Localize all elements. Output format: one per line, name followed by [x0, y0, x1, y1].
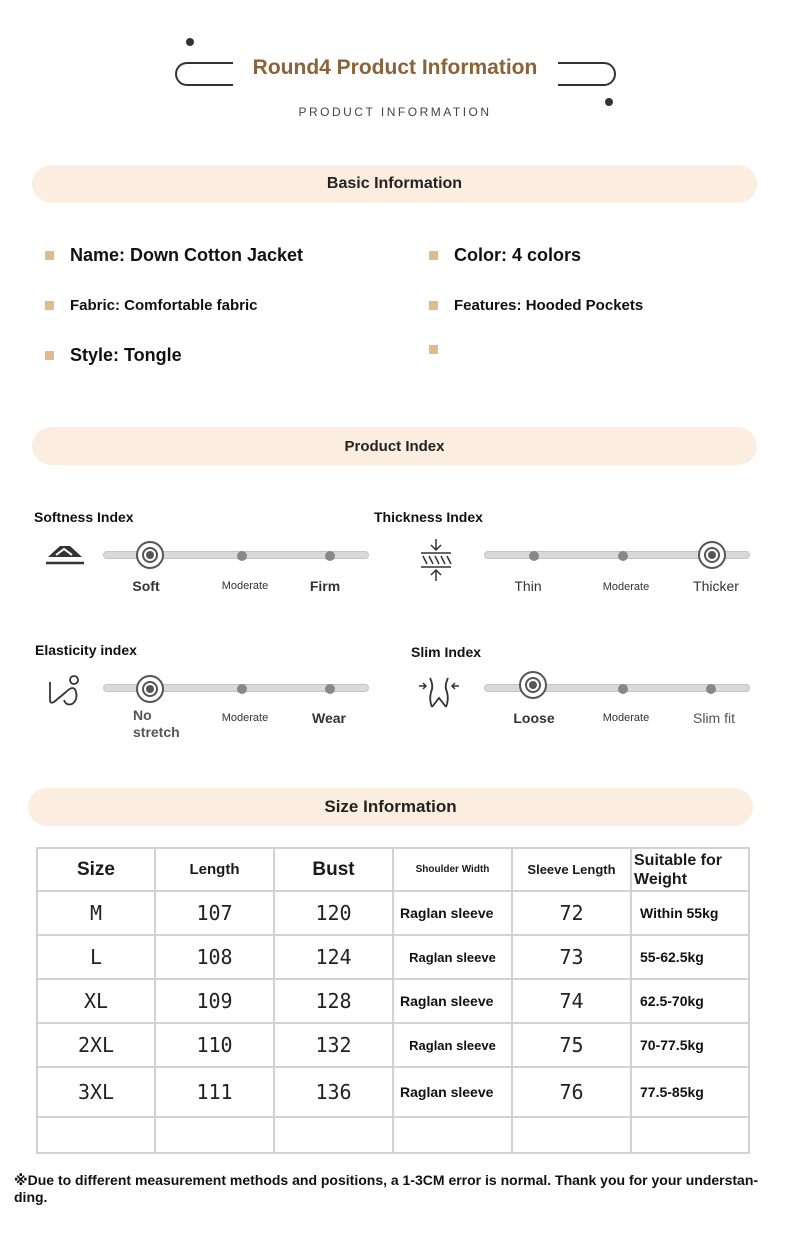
waist-icon — [418, 676, 460, 708]
table-row — [37, 979, 749, 1023]
cell-shoulder: Raglan sleeve — [393, 1067, 512, 1117]
col-header-weight: Suitable for Weight — [631, 848, 749, 891]
cell-length: 108 — [155, 935, 274, 979]
thickness-label-thin: Thin — [514, 578, 542, 594]
elasticity-marker-wear — [325, 684, 335, 694]
table-row-empty — [37, 1117, 749, 1153]
col-header-length: Length — [155, 848, 274, 891]
bullet-square — [45, 351, 54, 360]
cell-empty — [393, 1117, 512, 1153]
page-title: Round4 Product Information — [252, 56, 538, 79]
softness-index-title: Softness Index — [34, 509, 134, 525]
stretch-person-icon — [46, 674, 84, 706]
cell-length: 107 — [155, 891, 274, 935]
softness-label-soft: Soft — [132, 578, 160, 594]
cell-weight: Within 55kg — [631, 891, 749, 935]
cell-size: XL — [37, 979, 155, 1023]
softness-selected-marker — [136, 541, 164, 569]
slim-marker-slim-fit — [706, 684, 716, 694]
cell-bust: 120 — [274, 891, 393, 935]
cell-bust: 124 — [274, 935, 393, 979]
softness-marker-moderate — [237, 551, 247, 561]
thickness-marker-moderate — [618, 551, 628, 561]
info-empty — [429, 345, 454, 354]
table-row — [37, 891, 749, 935]
slim-selected-marker — [519, 671, 547, 699]
info-style-text: Style: Tongle — [70, 345, 182, 365]
info-name-text: Name: Down Cotton Jacket — [70, 245, 304, 265]
decor-dot — [186, 38, 194, 46]
cell-sleeve: 72 — [512, 891, 631, 935]
info-color — [429, 245, 581, 266]
table-row — [37, 935, 749, 979]
thickness-label-thicker: Thicker — [693, 578, 739, 594]
section-bar-index: Product Index — [32, 427, 757, 465]
elasticity-index-title: Elasticity index — [35, 642, 137, 658]
cell-shoulder: Raglan sleeve — [393, 1023, 512, 1067]
slim-label-loose: Loose — [513, 710, 555, 726]
elasticity-label-moderate: Moderate — [221, 712, 269, 724]
slim-marker-moderate — [618, 684, 628, 694]
cell-shoulder: Raglan sleeve — [393, 979, 512, 1023]
elasticity-label-no-stretch: No stretch — [133, 707, 180, 740]
page-subtitle: PRODUCT INFORMATION — [298, 105, 492, 119]
cell-length: 111 — [155, 1067, 274, 1117]
slim-index-title: Slim Index — [411, 644, 482, 660]
bullet-square — [45, 301, 54, 310]
softness-label-firm: Firm — [309, 578, 341, 594]
section-bar-basic: Basic Information — [32, 165, 757, 203]
info-name — [45, 245, 303, 266]
size-table — [36, 847, 750, 1154]
cell-weight: 77.5-85kg — [631, 1067, 749, 1117]
cell-length: 109 — [155, 979, 274, 1023]
col-header-size: Size — [37, 848, 155, 891]
col-header-bust: Bust — [274, 848, 393, 891]
cell-sleeve: 76 — [512, 1067, 631, 1117]
cell-empty — [512, 1117, 631, 1153]
cell-shoulder: Raglan sleeve — [393, 891, 512, 935]
cell-empty — [37, 1117, 155, 1153]
elasticity-selected-marker — [136, 675, 164, 703]
section-bar-size: Size Information — [28, 788, 753, 826]
thickness-selected-marker — [698, 541, 726, 569]
cell-shoulder: Raglan sleeve — [393, 935, 512, 979]
thickness-index-title: Thickness Index — [374, 509, 483, 525]
cell-size: M — [37, 891, 155, 935]
cell-sleeve: 75 — [512, 1023, 631, 1067]
cell-empty — [631, 1117, 749, 1153]
slim-label-slim-fit: Slim fit — [693, 710, 735, 726]
cell-size: L — [37, 935, 155, 979]
decor-bracket-right — [558, 62, 616, 86]
info-color-text: Color: 4 colors — [454, 245, 582, 265]
bullet-square — [429, 251, 438, 260]
thickness-marker-thin — [529, 551, 539, 561]
cell-sleeve: 74 — [512, 979, 631, 1023]
bullet-square — [429, 301, 438, 310]
bullet-square — [429, 345, 438, 354]
elasticity-label-wear: Wear — [312, 710, 346, 726]
cell-empty — [155, 1117, 274, 1153]
info-features-text: Features: Hooded Pockets — [454, 297, 644, 314]
softness-marker-firm — [325, 551, 335, 561]
bullet-square — [45, 251, 54, 260]
cell-length: 110 — [155, 1023, 274, 1067]
table-header-row — [37, 848, 749, 891]
slim-label-moderate: Moderate — [602, 712, 650, 724]
cell-size: 3XL — [37, 1067, 155, 1117]
info-fabric-text: Fabric: Comfortable fabric — [70, 297, 258, 314]
cell-bust: 132 — [274, 1023, 393, 1067]
col-header-shoulder-width: Shoulder Width — [393, 848, 512, 891]
cell-bust: 136 — [274, 1067, 393, 1117]
cell-sleeve: 73 — [512, 935, 631, 979]
measurement-note: ※Due to different measurement methods and positions, a 1-3CM error is normal. Thank you for your understan-ding. — [14, 1172, 759, 1205]
cell-size: 2XL — [37, 1023, 155, 1067]
info-style — [45, 345, 182, 366]
cell-weight: 55-62.5kg — [631, 935, 749, 979]
layers-compress-icon — [418, 538, 454, 582]
thickness-label-moderate: Moderate — [602, 581, 650, 593]
feather-icon — [44, 543, 86, 567]
elasticity-marker-moderate — [237, 684, 247, 694]
table-row — [37, 1023, 749, 1067]
cell-weight: 70-77.5kg — [631, 1023, 749, 1067]
col-header-sleeve-length: Sleeve Length — [512, 848, 631, 891]
softness-label-moderate: Moderate — [221, 580, 269, 592]
info-fabric — [45, 297, 258, 314]
cell-empty — [274, 1117, 393, 1153]
info-features — [429, 297, 643, 314]
table-row — [37, 1067, 749, 1117]
cell-bust: 128 — [274, 979, 393, 1023]
cell-weight: 62.5-70kg — [631, 979, 749, 1023]
